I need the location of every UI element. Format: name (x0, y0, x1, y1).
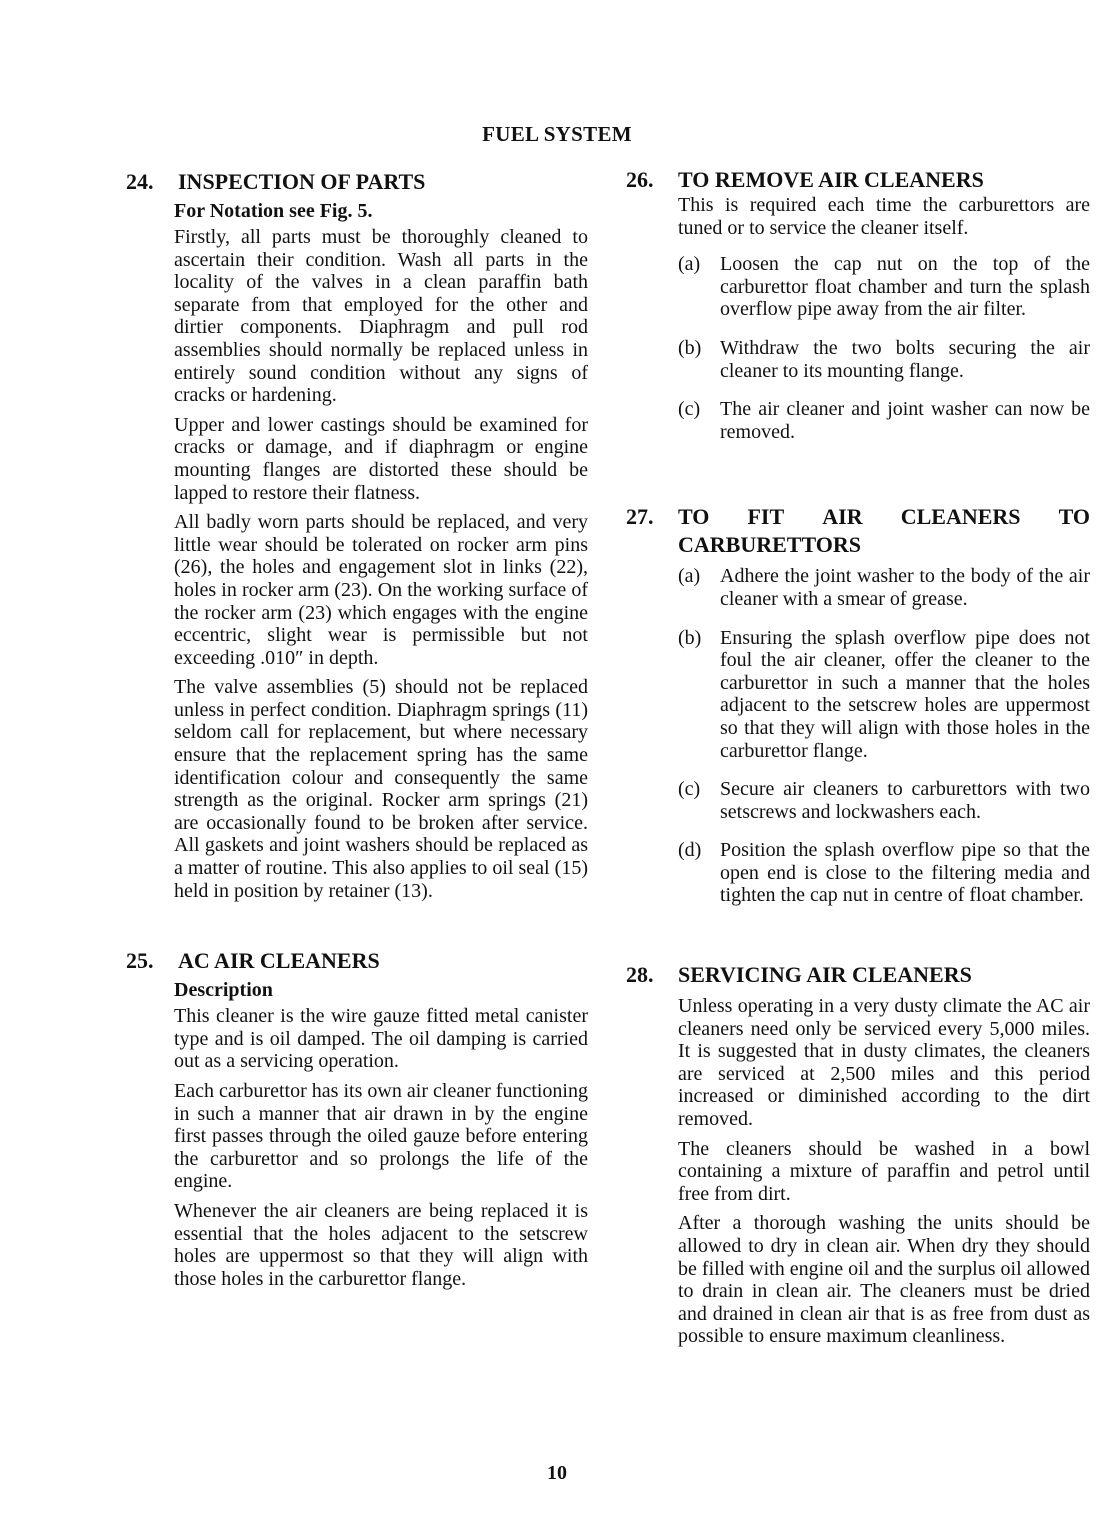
list-item (626, 627, 1090, 763)
description-subheading: Description (174, 979, 273, 1002)
paragraph: Upper and lower castings should be examined for cracks or damage, and if diaphragm or engine mounting flanges are distorted these should be lapped to restore their flatness. (174, 413, 588, 504)
section-title: AC AIR CLEANERS (178, 948, 380, 974)
item-text: The air cleaner and joint washer can now be removed. (720, 398, 1090, 443)
notation-note: For Notation see Fig. 5. (174, 200, 373, 222)
item-letter: (b) (678, 626, 702, 649)
section-heading (126, 947, 588, 975)
page-number: 10 (547, 1462, 567, 1484)
item-text: Ensuring the splash overflow pipe does not foul the air cleaner, offer the cleaner to the carburettor in such a manner that the holes adjacent to the setscrew holes are uppermost so that they will align with those holes in the carburettor flange. (720, 626, 1090, 762)
left-column (126, 168, 588, 1297)
item-text: Position the splash overflow pipe so that the open end is close to the filtering media and tighten the cap nut in centre of float chamber. (720, 839, 1090, 907)
page-title: FUEL SYSTEM (482, 122, 632, 146)
right-column (626, 166, 1090, 1355)
section-heading (626, 961, 1090, 989)
list-item (626, 337, 1090, 382)
section-heading (626, 503, 1090, 559)
section-number: 28. (626, 962, 654, 988)
section-24-inspection-of-parts (126, 168, 588, 902)
item-text: Withdraw the two bolts securing the air cleaner to its mounting flange. (720, 336, 1090, 382)
paragraph: The valve assemblies (5) should not be replaced unless in perfect condition. Diaphragm springs (11) seldom call for replacement, but where necessary ensure that the replacement spring has the same identification colour and consequently the same strength as the original. Rocker arm springs (21) are occasionally found to be broken after service. All gaskets and joint washers should be replaced as a matter of routine. This also applies to oil seal (15) held in position by retainer (13). (174, 676, 588, 902)
paragraph: This cleaner is the wire gauze fitted metal canister type and is oil damped. The oil damping is carried out as a servicing operation. (174, 1005, 588, 1073)
list-item (626, 565, 1090, 610)
item-letter: (a) (678, 253, 701, 276)
item-letter: (a) (678, 565, 701, 588)
item-text: Loosen the cap nut on the top of the carburettor float chamber and turn the splash overflow pipe away from the air filter. (720, 253, 1090, 321)
section-27-to-fit-air-cleaners (626, 503, 1090, 907)
title-word: CLEANERS (900, 504, 1021, 530)
item-text: Adhere the joint washer to the body of the air cleaner with a smear of grease. (720, 565, 1090, 610)
paragraph: Each carburettor has its own air cleaner functioning in such a manner that air drawn in by the engine first passes through the oiled gauze before entering the carburettor and so prolongs the life of the engine. (174, 1080, 588, 1193)
paragraph: Unless operating in a very dusty climate the AC air cleaners need only be serviced every 5,000 miles. It is suggested that in dusty climates, the cleaners are serviced at 2,500 miles and this period increased or diminished according to the dirt removed. (678, 995, 1090, 1131)
paragraph: This is required each time the carburettors are tuned or to service the cleaner itself. (678, 194, 1090, 239)
section-heading (126, 168, 588, 196)
section-heading (626, 166, 1090, 194)
item-letter: (d) (678, 839, 702, 862)
title-word: FIT (747, 504, 785, 530)
paragraph: All badly worn parts should be replaced, and very little wear should be tolerated on rocker arm pins (26), the holes and engagement slot in links (22), holes in rocker arm (23). On the working surface of the rocker arm (23) which engages with the engine eccentric, slight wear is permissible but not exceeding .010″ in depth. (174, 511, 588, 669)
list-item (626, 253, 1090, 321)
section-number: 26. (626, 167, 654, 192)
title-word: TO (1058, 504, 1090, 530)
section-number: 25. (126, 948, 154, 974)
paragraph: After a thorough washing the units should be allowed to dry in clean air. When dry they should be filled with engine oil and the surplus oil allowed to drain in clean air. The cleaners must be dried and drained in clean air that is as free from dust as possible to ensure maximum cleanliness. (678, 1212, 1090, 1348)
title-word: AIR (822, 504, 863, 530)
section-number: 27. (626, 504, 654, 530)
paragraph: Whenever the air cleaners are being replaced it is essential that the holes adjacent to the setscrew holes are uppermost so that they will align with those holes in the carburettor flange. (174, 1199, 588, 1290)
item-letter: (b) (678, 336, 702, 359)
item-letter: (c) (678, 398, 701, 421)
title-word: TO (678, 504, 710, 530)
section-28-servicing-air-cleaners (626, 961, 1090, 1348)
section-25-ac-air-cleaners (126, 947, 588, 1290)
list-item (626, 398, 1090, 443)
paragraph: The cleaners should be washed in a bowl containing a mixture of paraffin and petrol until free from dirt. (678, 1137, 1090, 1205)
section-title: INSPECTION OF PARTS (178, 169, 426, 194)
paragraph: Firstly, all parts must be thoroughly cleaned to ascertain their condition. Wash all parts in the locality of the valves in a clean paraffin bath separate from that employed for the other and dirtier components. Diaphragm and pull rod assemblies should normally be replaced unless in entirely sound condition without any signs of cracks or hardening. (174, 226, 588, 407)
section-title-line-1 (678, 503, 1090, 531)
section-title: SERVICING AIR CLEANERS (678, 962, 972, 988)
item-letter: (c) (678, 778, 701, 801)
section-number: 24. (126, 169, 154, 194)
section-title-line-2: CARBURETTORS (678, 532, 861, 558)
list-item (626, 839, 1090, 907)
item-text: Secure air cleaners to carburettors with two setscrews and lockwashers each. (720, 778, 1090, 823)
section-title: TO REMOVE AIR CLEANERS (678, 167, 984, 192)
list-item (626, 778, 1090, 823)
section-26-to-remove-air-cleaners (626, 166, 1090, 443)
